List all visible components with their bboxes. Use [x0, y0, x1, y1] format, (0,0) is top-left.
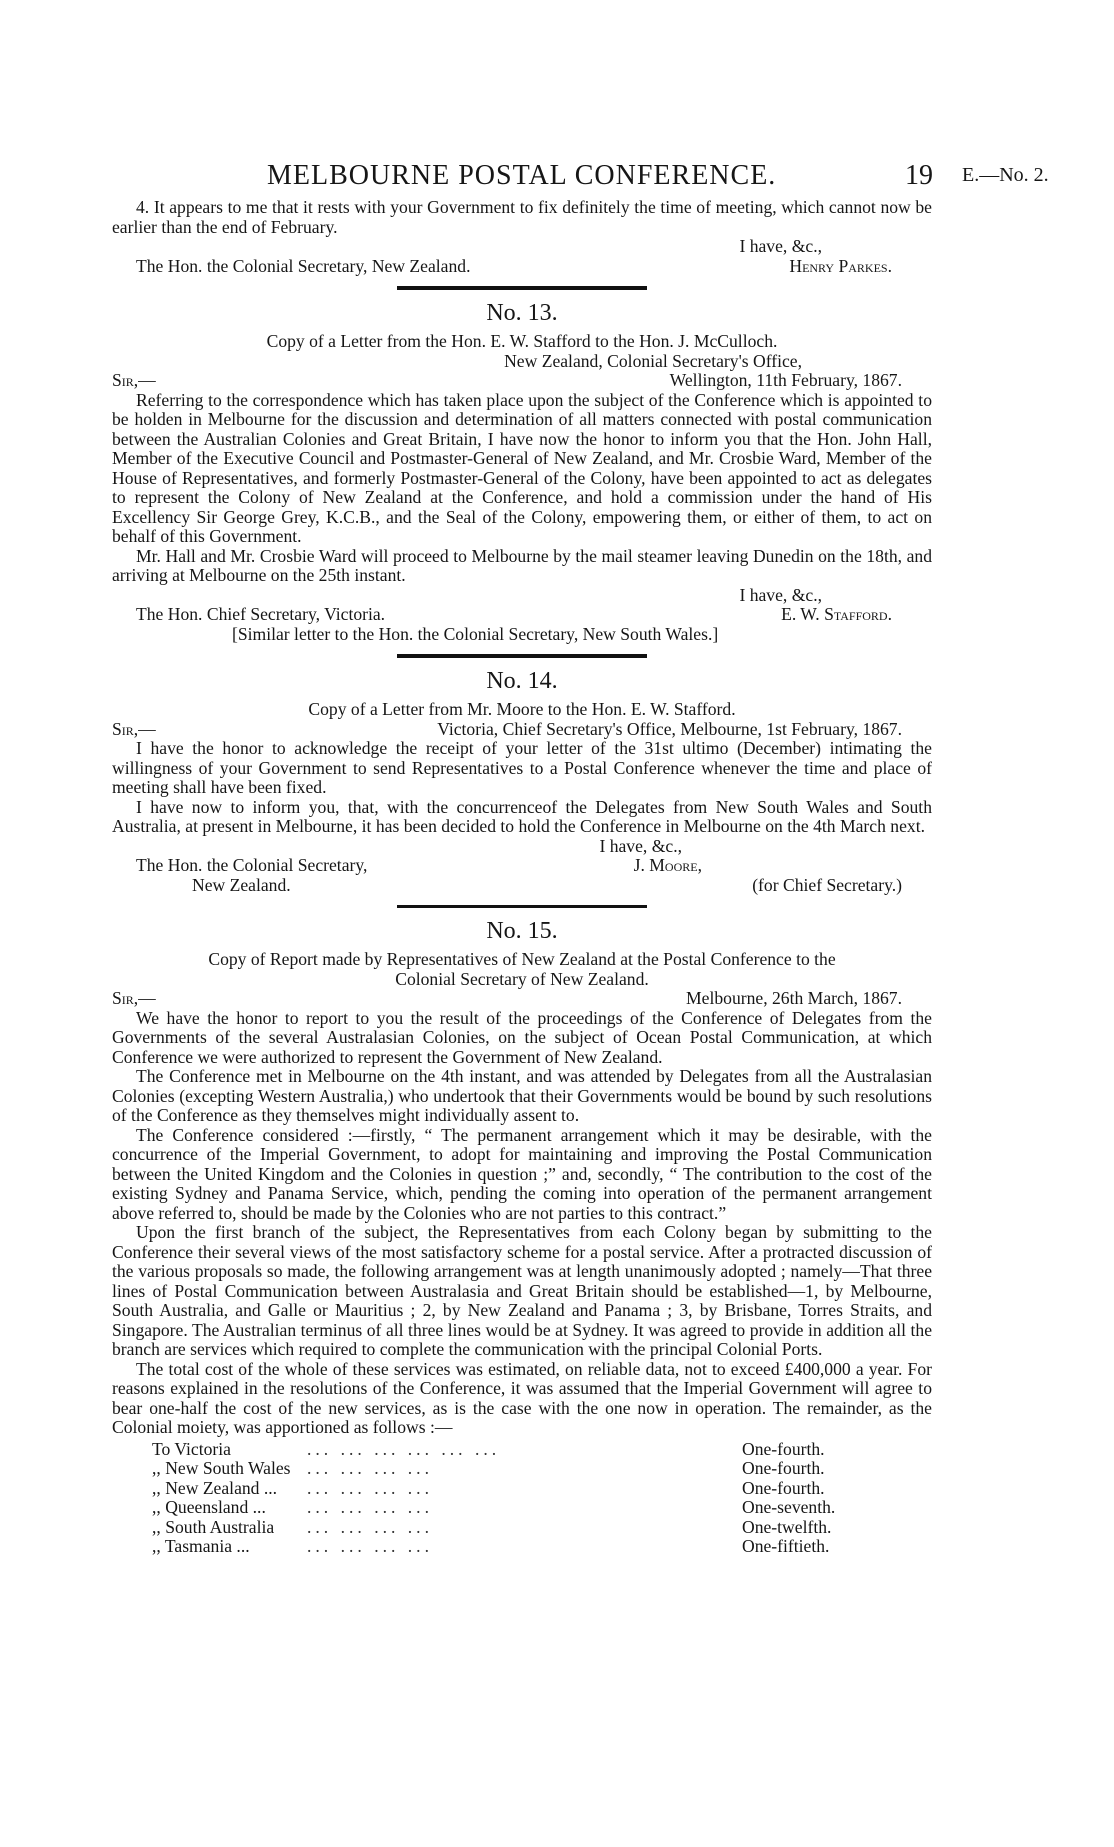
letter-heading: Copy of Report made by Representatives of New Zealand at the Postal Conference to the [208, 949, 836, 969]
salutation-date-row [112, 371, 932, 391]
paragraph: The Conference considered :—firstly, “ The permanent arrangement which it may be desirable, with the concurrence of the Imperial Government, to adopt for maintaining and improving the Postal Communication between the United Kingdom and the Colonies in question ;” and, secondly, “ The contribution to the cost of the existing Sydney and Panama Service, which, pending the coming into operation of the permanent arrangement above referred to, should be made by the Colonies who are not parties to this contract.” [112, 1124, 932, 1223]
signature: Henry Parkes. [789, 255, 892, 276]
intro-letter-end [112, 198, 932, 276]
letter-address: New Zealand, Colonial Secretary's Office, [504, 350, 802, 371]
table-row [152, 1440, 852, 1460]
share-value: One-twelfth. [742, 1516, 832, 1537]
leader-dots: ... ... ... ... [307, 1537, 433, 1556]
salutation: Sir,— [112, 370, 156, 390]
table-row [152, 1479, 852, 1499]
letter-heading: Copy of a Letter from Mr. Moore to the Hon. E. W. Stafford. [308, 699, 736, 719]
letter-number: No. 14. [486, 668, 558, 694]
share-value: One-fiftieth. [742, 1536, 830, 1556]
paragraph: We have the honor to report to you the result of the proceedings of the Conference of Delegates from the Governments of the several Australasian Colonies, on the subject of Ocean Postal Communication, at which Conference we were authorized to represent the Government of New Zealand. [112, 1007, 932, 1067]
letter-heading: Colonial Secretary of New Zealand. [395, 968, 649, 989]
addressee: New Zealand. [192, 874, 291, 895]
letter-heading: Copy of a Letter from the Hon. E. W. Stafford to the Hon. J. McCulloch. [266, 331, 778, 351]
running-title: MELBOURNE POSTAL CONFERENCE. [267, 160, 777, 191]
leader-dots: ... ... ... ... ... ... [307, 1439, 501, 1459]
letter-date: Victoria, Chief Secretary's Office, Melbourne, 1st February, 1867. [437, 718, 902, 739]
page-header [112, 150, 1049, 198]
salutation: Sir,— [112, 988, 156, 1008]
salutation: Sir,— [112, 718, 156, 739]
letter-no-13 [112, 298, 932, 644]
addressee-signature-row [112, 257, 932, 277]
letter-number: No. 15. [486, 918, 558, 944]
colony-name: ,, Tasmania ... [152, 1536, 250, 1556]
editorial-note: [Similar letter to the Hon. the Colonial Secretary, New South Wales.] [232, 623, 719, 644]
addressee: The Hon. the Colonial Secretary, New Zealand. [136, 255, 471, 276]
leader-dots: ... ... ... ... [307, 1478, 433, 1498]
letter-date: Melbourne, 26th March, 1867. [686, 988, 902, 1008]
paragraph: Referring to the correspondence which has taken place upon the subject of the Conference which is appointed to be holden in Melbourne for the discussion and determination of all matters connected with postal communication between the Australian Colonies and Great Britain, I have now the honor to inform you that the Hon. John Hall, Member of the Executive Council and Postmaster-General of New Zealand, and Mr. Crosbie Ward, Member of the House of Representatives, and formerly Postmaster-General of the Colony, have been appointed to act as delegates to represent the Colony of New Zealand at the Conference, and hold a commission under the hand of His Excellency Sir George Grey, K.C.B., and the Seal of the Colony, empowering them, or either of them, to act on behalf of this Government. [112, 389, 932, 546]
document-reference: E.—No. 2. [962, 164, 1049, 186]
colony-name: ,, Queensland ... [152, 1497, 266, 1517]
document-page [112, 150, 1049, 1557]
paragraph: I have the honor to acknowledge the receipt of your letter of the 31st ultimo (December) intimating the willingness of your Government to send Representatives to a Postal Conference whenever the time and place of meeting shall have been fixed. [112, 738, 932, 797]
closing: I have, &c., [739, 584, 822, 605]
addressee-signature-row [112, 605, 932, 625]
section-divider [397, 905, 647, 908]
paragraph: The Conference met in Melbourne on the 4th instant, and was attended by Delegates from all the Australasian Colonies (excepting Western Australia,) who undertook that their Governments would be bound by such resolutions of the Conference as they themselves might individually assent to. [112, 1066, 932, 1125]
leader-dots: ... ... ... ... [307, 1498, 433, 1517]
closing: I have, &c., [739, 236, 822, 256]
letter-no-14 [112, 666, 932, 895]
page-number: 19 [905, 160, 933, 191]
leader-dots: ... ... ... ... [307, 1517, 433, 1537]
section-divider [397, 654, 647, 658]
closing: I have, &c., [599, 835, 682, 856]
section-divider [397, 286, 647, 290]
paragraph: The total cost of the whole of these services was estimated, on reliable data, not to exceed £400,000 a year. For reasons explained in the resolutions of the Conference, it was assumed that the Imperial Government will agree to bear one-half the cost of the new services, as is the case with the one now in operation. The remainder, as the Colonial moiety, was apportioned as follows :— [112, 1358, 932, 1437]
signature: J. Moore, [633, 855, 702, 875]
colony-name: ,, South Australia [152, 1516, 275, 1537]
colony-name: ,, New Zealand ... [152, 1477, 278, 1498]
letter-date: Wellington, 11th February, 1867. [669, 370, 902, 390]
addressee: The Hon. the Colonial Secretary, [136, 855, 368, 875]
addressee: The Hon. Chief Secretary, Victoria. [136, 604, 386, 624]
table-row [152, 1459, 852, 1479]
leader-dots: ... ... ... ... [307, 1459, 433, 1478]
salutation-date-row [112, 720, 932, 740]
letter-no-15 [112, 916, 932, 1557]
share-value: One-fourth. [742, 1438, 825, 1459]
signature: E. W. Stafford. [781, 604, 892, 624]
share-value: One-fourth. [742, 1458, 825, 1478]
colony-name: ,, New South Wales [152, 1458, 291, 1478]
share-value: One-seventh. [742, 1497, 836, 1517]
paragraph: Upon the first branch of the subject, the Representatives from each Colony began by submitting to the Conference their several views of the most satisfactory scheme for a postal service. After a protracted discussion of the various proposals so made, the following arrangement was at length unanimously adopted ; namely—That three lines of Postal Communication between Australasia and Great Britain should be established—1, by Melbourne, South Australia, and Galle or Mauritius ; 2, by New Zealand and Panama ; 3, by Brisbane, Torres Straits, and Singapore. The Australian terminus of all three lines would be at Sydney. It was agreed to provide in addition all the branch are services which required to complete the communication with the principal Colonial Ports. [112, 1222, 932, 1359]
share-value: One-fourth. [742, 1477, 825, 1498]
table-row [152, 1518, 852, 1538]
colony-name: To Victoria [152, 1438, 231, 1459]
paragraph: 4. It appears to me that it rests with your Government to fix definitely the time of meeting, which cannot now be earlier than the end of February. [112, 197, 932, 237]
apportionment-table [152, 1440, 852, 1557]
letter-number: No. 13. [486, 300, 558, 326]
salutation-date-row [112, 989, 932, 1009]
paragraph: Mr. Hall and Mr. Crosbie Ward will proceed to Melbourne by the mail steamer leaving Dunedin on the 18th, and arriving at Melbourne on the 25th instant. [112, 545, 932, 585]
addressee-signature-row [112, 856, 932, 876]
table-row [152, 1537, 852, 1557]
table-row [152, 1498, 852, 1518]
signature-note: (for Chief Secretary.) [752, 874, 902, 895]
paragraph: I have now to inform you, that, with the concurrenceof the Delegates from New South Wales and South Australia, at present in Melbourne, it has been decided to hold the Conference in Melbourne on the 4th March next. [112, 796, 932, 836]
addressee-signature-row [112, 876, 932, 896]
